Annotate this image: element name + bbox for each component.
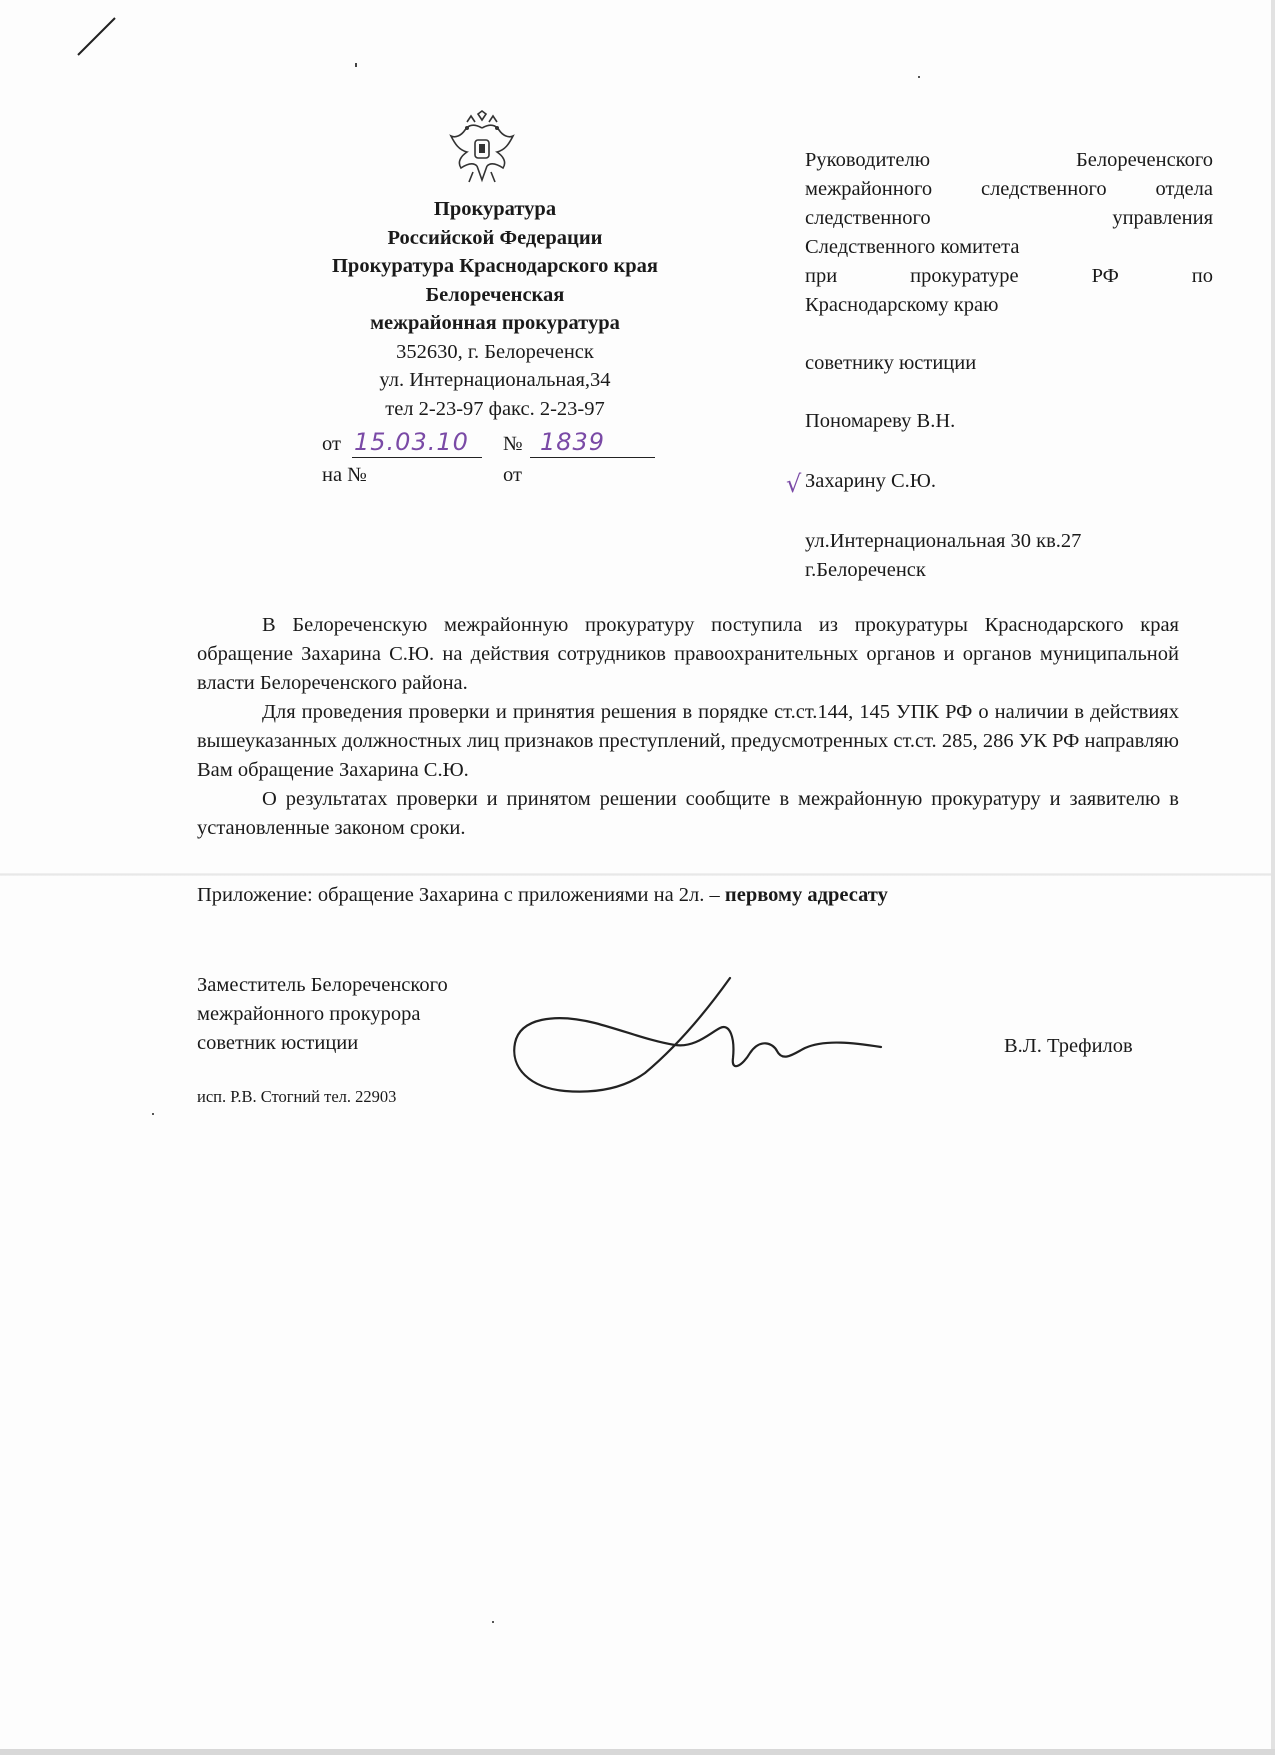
sender-postal-address: 352630, г. Белореченск: [396, 340, 594, 363]
on-from-label: от: [503, 464, 522, 486]
scan-dot: [152, 1113, 154, 1115]
signer-title-2: межрайонного прокурора: [197, 1003, 421, 1025]
outgoing-number-row: [503, 433, 523, 456]
addressee-line-3: следственного управления: [805, 207, 1213, 229]
attachment-line: [197, 884, 888, 907]
addressee-street: ул.Интернациональная 30 кв.27: [805, 530, 1082, 552]
sender-line-5: межрайонная прокуратура: [370, 312, 620, 334]
sender-line-1: Прокуратура: [433, 198, 557, 220]
handwritten-number: 1839: [540, 428, 606, 456]
addressee-city: г.Белореченск: [805, 559, 926, 581]
handwritten-signature: [505, 973, 885, 1118]
signer-title-1: Заместитель Белореченского: [197, 974, 448, 996]
signature-title-block: [197, 971, 448, 1058]
number-label: №: [503, 433, 523, 455]
from-label: от: [322, 433, 341, 455]
body-paragraph-2: Для проведения проверки и принятия решения в порядке ст.ст.144, 145 УПК РФ о наличии в действиях вышеуказанных должностных лиц признаков преступлений, предусмотренных ст.ст. 285, 286 УК РФ направляю Вам обращение Захарина С.Ю.: [197, 701, 1179, 781]
scan-stroke-mark: [70, 15, 120, 60]
addressee-rank: советнику юстиции: [805, 352, 977, 374]
addressee-name-1: Пономареву В.Н.: [805, 410, 956, 432]
addressee-name-2: Захарину С.Ю.: [805, 470, 937, 492]
addressee-block: [805, 146, 1213, 585]
addressee-line-6: Краснодарскому краю: [805, 294, 999, 316]
outgoing-date-row: [322, 433, 341, 456]
check-mark-icon: √: [786, 470, 802, 498]
scan-dot: [355, 63, 357, 67]
sender-block: [275, 195, 715, 423]
paper-fold-line: [0, 873, 1275, 876]
sender-line-2: Российской Федерации: [387, 226, 603, 249]
addressee-line-2: межрайонного следственного отдела: [805, 178, 1213, 200]
on-number-label: на №: [322, 464, 367, 486]
sender-line-3: Прокуратура Краснодарского края: [331, 255, 659, 277]
addressee-line-5: при прокуратуре РФ по: [805, 265, 1213, 287]
letter-body: [197, 611, 1179, 843]
scan-edge-bottom: [0, 1749, 1275, 1755]
body-paragraph-3: О результатах проверки и принятом решении сообщите в межрайонную прокуратуру и заявителю в установленные законом сроки.: [197, 788, 1179, 839]
addressee-line-1: Руководителю Белореченского: [805, 149, 1213, 171]
sender-phone: тел 2-23-97 факс. 2-23-97: [385, 397, 605, 420]
attachment-recipient: первому адресату: [724, 884, 888, 906]
scan-dot: [492, 1621, 494, 1623]
attachment-text: Приложение: обращение Захарина с приложениями на 2л. –: [197, 884, 725, 906]
double-headed-eagle-emblem: [447, 110, 517, 190]
sender-street: ул. Интернациональная,34: [379, 369, 611, 391]
sender-line-4: Белореченская: [425, 283, 565, 306]
scan-edge-right: [1271, 0, 1275, 1755]
body-paragraph-1: В Белореченскую межрайонную прокуратуру поступила из прокуратуры Краснодарского края обращение Захарина С.Ю. на действия сотрудников правоохранительных органов и органов муниципальной власти Белореченского района.: [197, 614, 1179, 694]
addressee-line-4: Следственного комитета: [805, 236, 1020, 258]
handwritten-date: 15.03.10: [354, 428, 469, 456]
scan-dot: [918, 76, 920, 78]
signer-title-3: советник юстиции: [197, 1032, 359, 1054]
signer-name: В.Л. Трефилов: [1004, 1035, 1133, 1057]
executor-line: исп. Р.В. Стогний тел. 22903: [197, 1087, 397, 1106]
